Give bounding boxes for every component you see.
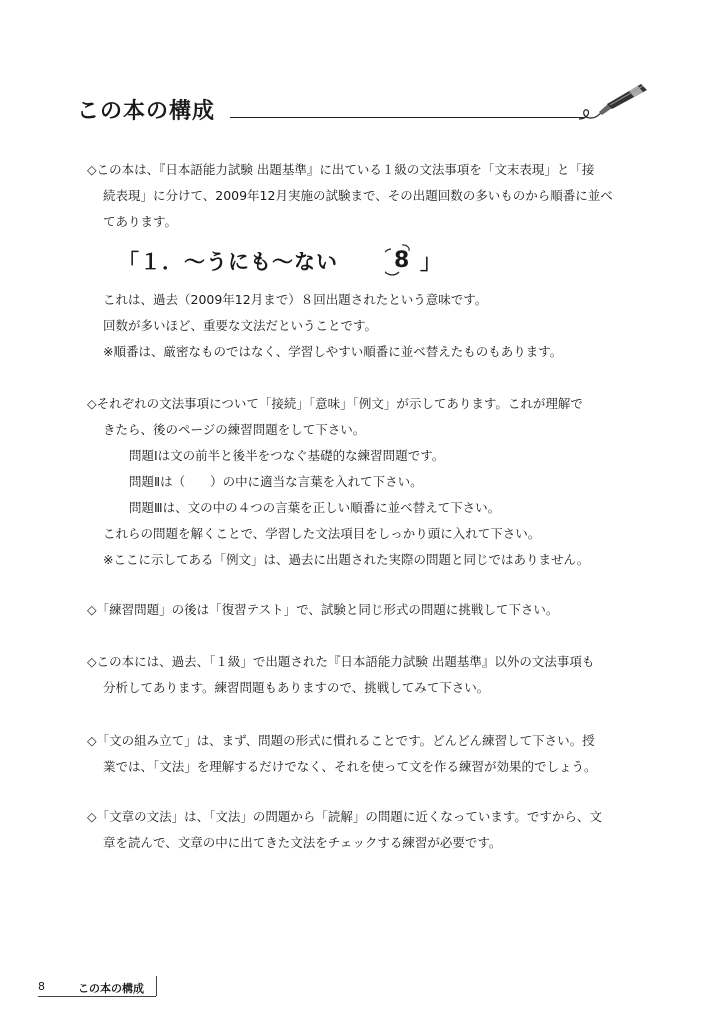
- intro-line: 続表現」に分けて、2009年12月実施の試験まで、その出題回数の多いものから順番に並べ: [103, 188, 613, 203]
- explanation-line: ※順番は、厳密なものではなく、学習しやすい順番に並べ替えたものもあります。: [103, 344, 563, 359]
- page-title: この本の構成: [77, 99, 216, 124]
- frequency-count-badge: [385, 242, 413, 276]
- section-6-line: ◇「文章の文法」は、「文法」の問題から「読解」の問題に近くなっています。ですから、文: [87, 809, 602, 824]
- section-4-line: ◇この本には、過去、「１級」で出題された『日本語能力試験 出題基準』以外の文法事項も: [87, 654, 595, 669]
- example-heading: [118, 242, 448, 282]
- problem-item: 問題Ⅱは（ ）の中に適当な言葉を入れて下さい。: [129, 474, 423, 489]
- section-6-paragraph: [87, 804, 649, 856]
- section-3-paragraph: [87, 597, 649, 623]
- title-underline: [230, 117, 585, 118]
- footer-divider: [38, 996, 156, 997]
- problem-item: 問題Ⅲは、文の中の４つの言葉を正しい順番に並べ替えて下さい。: [129, 500, 501, 515]
- section-2-line: ◇それぞれの文法事項について「接続」「意味」「例文」が示してあります。これが理解で: [87, 396, 583, 411]
- footer-divider-vertical: [156, 976, 157, 996]
- section-2-paragraph: [87, 391, 649, 573]
- problem-item: 問題Ⅰは文の前半と後半をつなぐ基礎的な練習問題です。: [129, 448, 445, 463]
- footer-title: この本の構成: [78, 982, 144, 995]
- section-4-paragraph: [87, 649, 649, 701]
- section-6-line: 章を読んで、文章の中に出てきた文法をチェックする練習が必要です。: [103, 835, 502, 850]
- fountain-pen-icon: [577, 82, 649, 130]
- page-header: [77, 90, 647, 130]
- example-heading-text: 「１．〜うにも〜ない: [118, 250, 338, 274]
- page-footer: [38, 976, 158, 998]
- intro-paragraph: [87, 157, 649, 235]
- intro-line: てあります。: [103, 214, 178, 229]
- example-close-bracket: 」: [420, 250, 442, 274]
- section-3-line: ◇「練習問題」の後は「復習テスト」で、試験と同じ形式の問題に挑戦して下さい。: [87, 602, 559, 617]
- section-2-note: これらの問題を解くことで、学習した文法項目をしっかり頭に入れて下さい。: [103, 526, 541, 541]
- section-2-note: ※ここに示してある「例文」は、過去に出題された実際の問題と同じではありません。: [103, 552, 590, 567]
- section-5-line: ◇「文の組み立て」は、まず、問題の形式に慣れることです。どんどん練習して下さい。授: [87, 733, 595, 748]
- intro-line: ◇この本は、『日本語能力試験 出題基準』に出ている１級の文法事項を「文末表現」と「接: [87, 162, 595, 177]
- explanation-line: これは、過去（2009年12月まで）８回出題されたという意味です。: [103, 292, 488, 307]
- page-number: 8: [38, 980, 45, 993]
- section-4-line: 分析してあります。練習問題もありますので、挑戦してみて下さい。: [103, 680, 490, 695]
- section-5-paragraph: [87, 728, 649, 780]
- section-2-line: きたら、後のページの練習問題をして下さい。: [103, 422, 366, 437]
- explanation-line: 回数が多いほど、重要な文法だということです。: [103, 318, 378, 333]
- frequency-count: 8: [394, 248, 411, 273]
- explanation-paragraph: [87, 287, 649, 365]
- section-5-line: 業では、「文法」を理解するだけでなく、それを使って文を作る練習が効果的でしょう。: [103, 759, 597, 774]
